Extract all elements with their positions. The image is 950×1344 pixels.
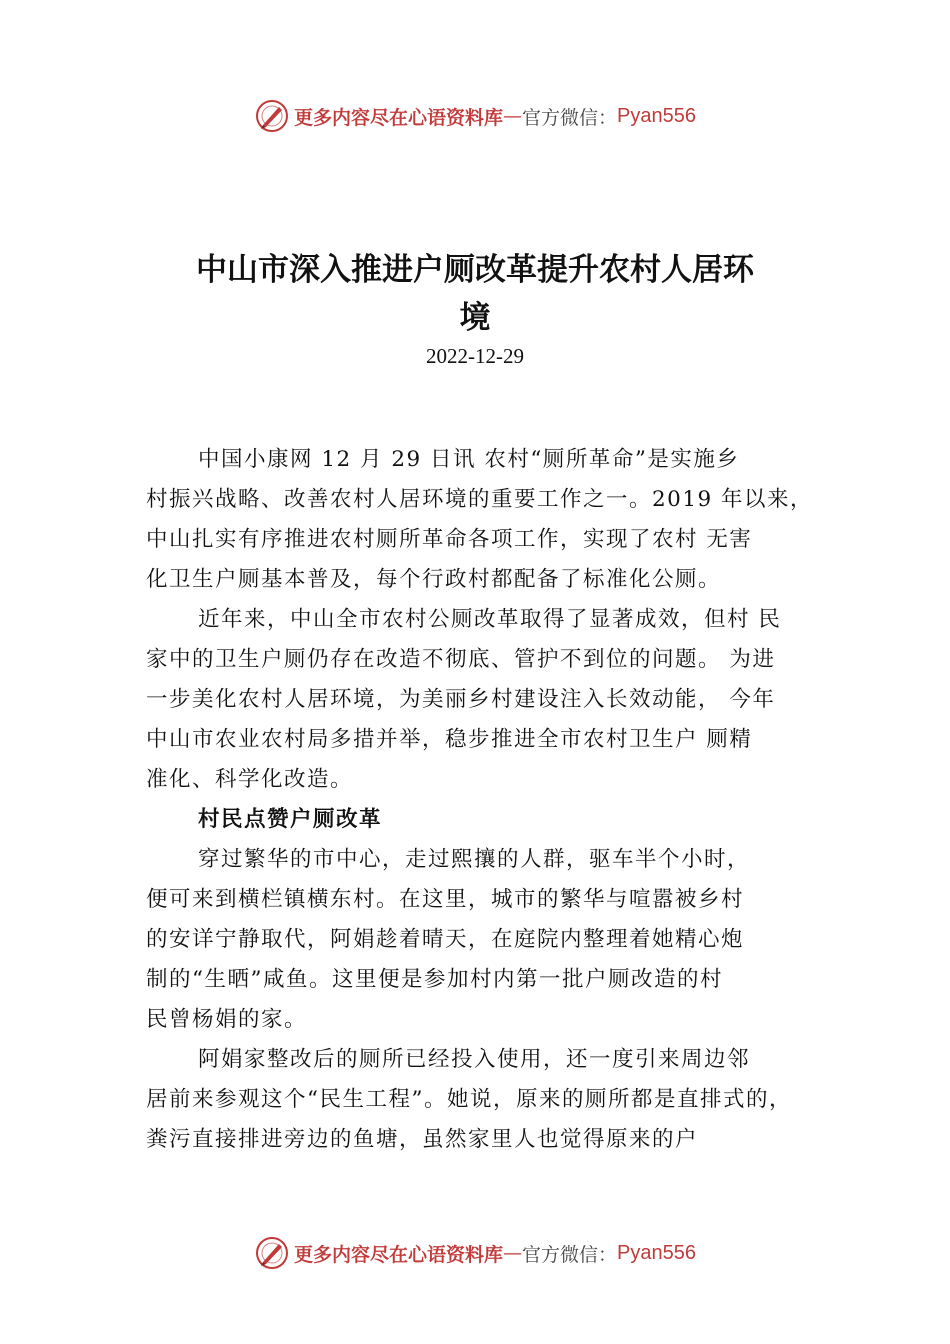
separator-dash: — [503,105,523,127]
wechat-label: 官方微信： [522,1243,618,1266]
body-line: 中山扎实有序推进农村厕所革命各项工作，实现了农村 无害 [146,527,753,552]
body-line: 粪污直接排进旁边的鱼塘，虽然家里人也觉得原来的户 [146,1127,699,1152]
body-line: 便可来到横栏镇横东村。在这里，城市的繁华与喧嚣被乡村 [146,887,745,912]
body-line: 家中的卫生户厕仍存在改造不彻底、管护不到位的问题。 为进 [146,647,776,672]
wechat-id: Pyan556 [617,104,696,127]
footer-watermark [0,1231,950,1275]
body-line: 近年来，中山全市农村公厕改革取得了显著成效，但村 民 [198,607,782,632]
body-line: 制的“生晒”咸鱼。这里便是参加村内第一批户厕改造的村 [146,967,723,992]
body-line: 村振兴战略、改善农村人居环境的重要工作之一。2019 年以来， [146,487,814,512]
title-line-2: 境 [459,300,491,336]
separator-dash: — [503,1242,523,1264]
article-body [146,440,846,1160]
body-line: 阿娟家整改后的厕所已经投入使用，还一度引来周边邻 [198,1047,751,1072]
title-line-1: 中山市深入推进户厕改革提升农村人居环 [196,252,754,288]
body-line: 穿过繁华的市中心，走过熙攘的人群，驱车半个小时， [198,847,751,872]
header-watermark [0,94,950,138]
body-line: 民曾杨娟的家。 [146,1007,308,1032]
wechat-id: Pyan556 [617,1241,696,1264]
wechat-label: 官方微信： [522,106,618,129]
article-date: 2022-12-29 [426,344,524,368]
body-line: 一步美化农村人居环境，为美丽乡村建设注入长效动能， 今年 [146,687,776,712]
site-name: 更多内容尽在心语资料库 [294,1243,504,1266]
body-line: 准化、科学化改造。 [146,767,354,792]
body-line: 化卫生户厕基本普及，每个行政村都配备了标准化公厕。 [146,567,722,592]
body-line: 居前来参观这个“民生工程”。她说，原来的厕所都是直排式的， [146,1087,792,1112]
article-title [0,246,950,342]
body-line: 中国小康网 12 月 29 日讯 农村“厕所革命”是实施乡 [198,447,740,472]
body-line: 中山市农业农村局多措并举，稳步推进全市农村卫生户 厕精 [146,727,753,752]
body-line: 的安详宁静取代，阿娟趁着晴天，在庭院内整理着她精心炮 [146,927,745,952]
section-heading: 村民点赞户厕改革 [198,807,383,832]
site-name: 更多内容尽在心语资料库 [294,106,504,129]
pen-logo-icon [254,98,290,134]
pen-logo-icon [254,1235,290,1271]
